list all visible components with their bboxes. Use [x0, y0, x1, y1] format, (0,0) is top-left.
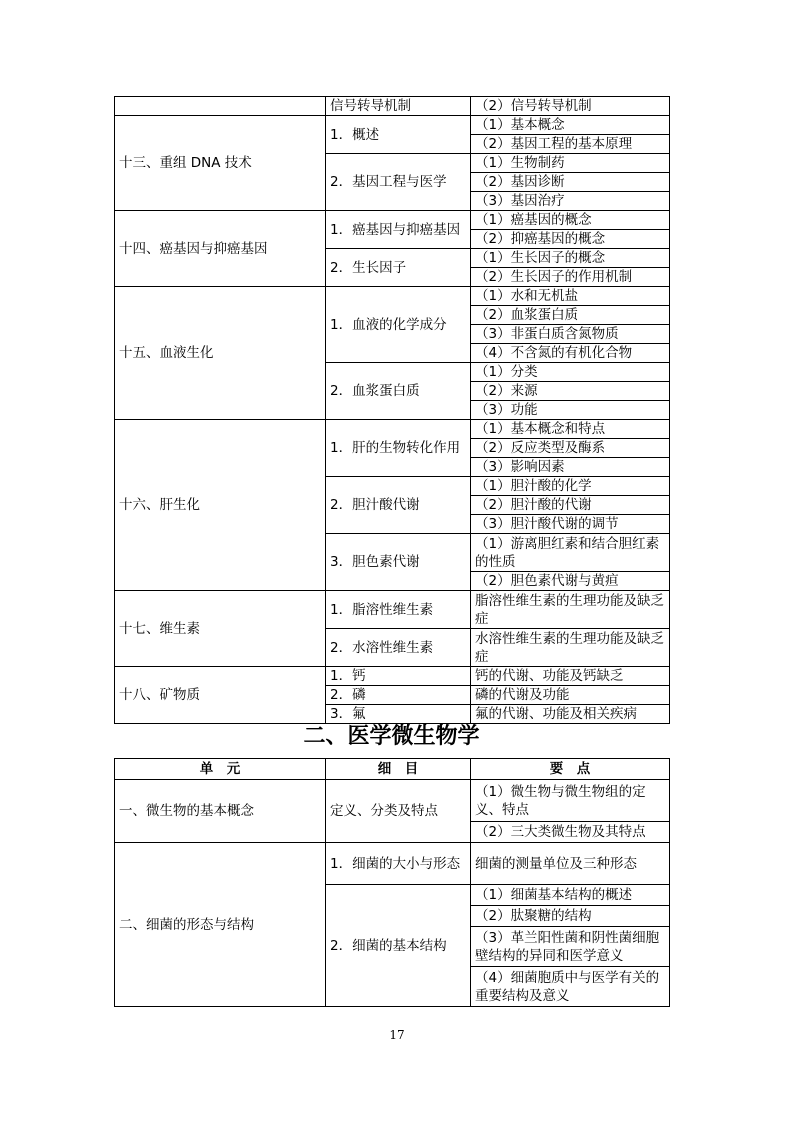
biochemistry-syllabus-table — [114, 96, 670, 724]
point-cell: 磷的代谢及功能 — [471, 686, 670, 705]
topic-cell: 2．细菌的基本结构 — [326, 885, 471, 1007]
point-cell: （3）基因治疗 — [471, 192, 670, 211]
point-cell: （1）基本概念和特点 — [471, 420, 670, 439]
topic-cell: 1．脂溶性维生素 — [326, 591, 471, 629]
topic-cell: 2．基因工程与医学 — [326, 154, 471, 211]
point-cell: （3）非蛋白质含氮物质 — [471, 325, 670, 344]
table-row — [115, 780, 670, 822]
point-cell: （3）影响因素 — [471, 458, 670, 477]
point-cell: 氟的代谢、功能及相关疾病 — [471, 705, 670, 724]
table-row — [115, 591, 670, 629]
unit-cell: 十六、肝生化 — [115, 420, 326, 591]
unit-cell: 十七、维生素 — [115, 591, 326, 667]
point-cell: （3）革兰阳性菌和阴性菌细胞壁结构的异同和医学意义 — [471, 927, 670, 967]
point-cell: （2）抑癌基因的概念 — [471, 230, 670, 249]
point-cell: （3）胆汁酸代谢的调节 — [471, 515, 670, 534]
table-header-row — [115, 759, 670, 780]
point-cell: （1）细菌基本结构的概述 — [471, 885, 670, 906]
unit-cell: 十四、癌基因与抑癌基因 — [115, 211, 326, 287]
topic-cell: 2．生长因子 — [326, 249, 471, 287]
point-cell: （1）水和无机盐 — [471, 287, 670, 306]
table-row — [115, 116, 670, 135]
unit-cell: 十五、血液生化 — [115, 287, 326, 420]
point-cell: （2）基因诊断 — [471, 173, 670, 192]
unit-cell: 十三、重组 DNA 技术 — [115, 116, 326, 211]
point-cell: （1）微生物与微生物组的定义、特点 — [471, 780, 670, 822]
point-cell: （4）细菌胞质中与医学有关的重要结构及意义 — [471, 967, 670, 1007]
topic-cell: 1．肝的生物转化作用 — [326, 420, 471, 477]
point-cell: 水溶性维生素的生理功能及缺乏症 — [471, 629, 670, 667]
topic-cell: 1．癌基因与抑癌基因 — [326, 211, 471, 249]
point-cell: （2）来源 — [471, 382, 670, 401]
point-cell: （1）游离胆红素和结合胆红素的性质 — [471, 534, 670, 572]
topic-cell: 定义、分类及特点 — [326, 780, 471, 843]
point-cell: （2）胆汁酸的代谢 — [471, 496, 670, 515]
point-cell: （1）胆汁酸的化学 — [471, 477, 670, 496]
topic-cell: 1．概述 — [326, 116, 471, 154]
point-cell: （1）分类 — [471, 363, 670, 382]
point-cell: （2）三大类微生物及其特点 — [471, 822, 670, 843]
point-cell: （2）血浆蛋白质 — [471, 306, 670, 325]
page-number: 17 — [389, 1028, 405, 1042]
point-cell: 脂溶性维生素的生理功能及缺乏症 — [471, 591, 670, 629]
table-row — [115, 211, 670, 230]
table-row — [115, 420, 670, 439]
table-row — [115, 843, 670, 885]
header-topic: 细 目 — [326, 759, 471, 780]
table-row — [115, 97, 670, 116]
topic-cell: 3．胆色素代谢 — [326, 534, 471, 591]
point-cell: （3）功能 — [471, 401, 670, 420]
point-cell: （2）信号转导机制 — [471, 97, 670, 116]
header-unit: 单 元 — [115, 759, 326, 780]
topic-cell: 1．细菌的大小与形态 — [326, 843, 471, 885]
unit-cell: 一、微生物的基本概念 — [115, 780, 326, 843]
topic-cell: 2．磷 — [326, 686, 471, 705]
topic-cell: 1．钙 — [326, 667, 471, 686]
microbiology-syllabus-table — [114, 758, 670, 1007]
unit-cell: 二、细菌的形态与结构 — [115, 843, 326, 1007]
point-cell: （2）胆色素代谢与黄疸 — [471, 572, 670, 591]
topic-cell: 2．胆汁酸代谢 — [326, 477, 471, 534]
topic-cell: 3．氟 — [326, 705, 471, 724]
point-cell: （1）生物制药 — [471, 154, 670, 173]
header-point: 要 点 — [471, 759, 670, 780]
point-cell: 钙的代谢、功能及钙缺乏 — [471, 667, 670, 686]
point-cell: （1）生长因子的概念 — [471, 249, 670, 268]
point-cell: （2）基因工程的基本原理 — [471, 135, 670, 154]
table-row — [115, 287, 670, 306]
point-cell: （2）反应类型及酶系 — [471, 439, 670, 458]
table-row — [115, 667, 670, 686]
point-cell: （2）生长因子的作用机制 — [471, 268, 670, 287]
point-cell: （1）基本概念 — [471, 116, 670, 135]
unit-cell — [115, 97, 326, 116]
point-cell: （2）肽聚糖的结构 — [471, 906, 670, 927]
section-title: 二、医学微生物学 — [303, 723, 480, 749]
topic-cell: 信号转导机制 — [326, 97, 471, 116]
point-cell: （4）不含氮的有机化合物 — [471, 344, 670, 363]
topic-cell: 1．血液的化学成分 — [326, 287, 471, 363]
topic-cell: 2．水溶性维生素 — [326, 629, 471, 667]
point-cell: 细菌的测量单位及三种形态 — [471, 843, 670, 885]
topic-cell: 2．血浆蛋白质 — [326, 363, 471, 420]
point-cell: （1）癌基因的概念 — [471, 211, 670, 230]
unit-cell: 十八、矿物质 — [115, 667, 326, 724]
